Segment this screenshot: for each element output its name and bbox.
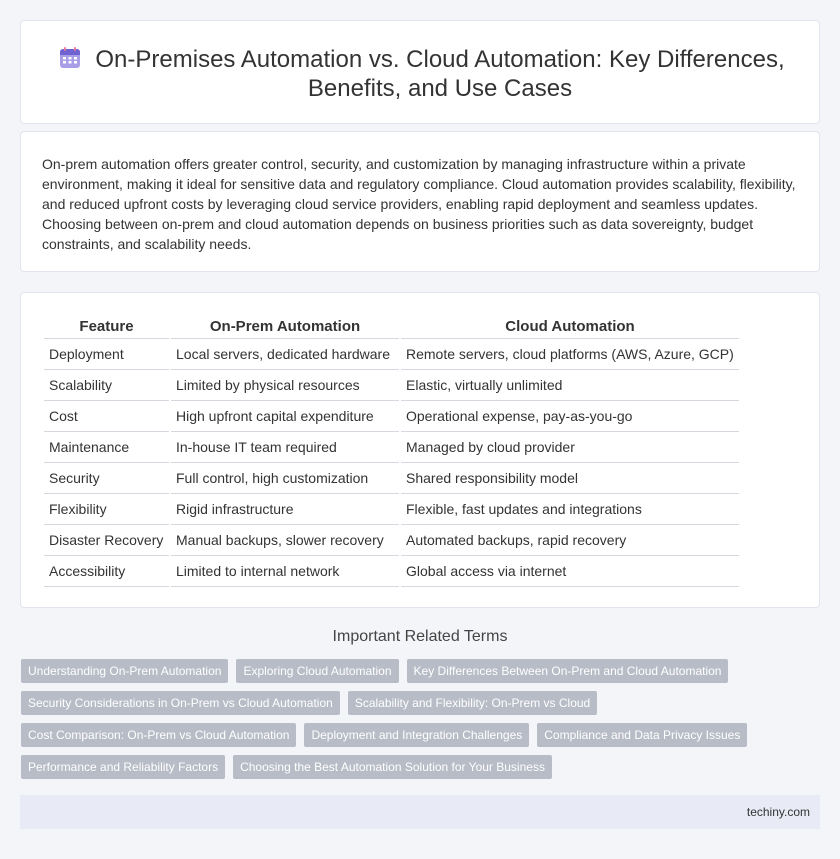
table-cell-on-prem: Local servers, dedicated hardware [171, 339, 399, 370]
related-term-tag[interactable]: Key Differences Between On-Prem and Cloud Automation [407, 659, 729, 683]
table-cell-on-prem: Rigid infrastructure [171, 494, 399, 525]
footer-site-link[interactable]: techiny.com [746, 805, 810, 819]
related-term-tag[interactable]: Exploring Cloud Automation [236, 659, 398, 683]
title-card [20, 20, 820, 124]
table-cell-on-prem: Limited to internal network [171, 556, 399, 587]
table-row [44, 370, 739, 401]
table-cell-on-prem: Full control, high customization [171, 463, 399, 494]
table-cell-on-prem: Manual backups, slower recovery [171, 525, 399, 556]
comparison-table [42, 315, 741, 587]
table-cell-feature: Deployment [44, 339, 169, 370]
related-term-tag[interactable]: Compliance and Data Privacy Issues [537, 723, 747, 747]
related-term-tag[interactable]: Scalability and Flexibility: On-Prem vs Cloud [348, 691, 597, 715]
table-row [44, 494, 739, 525]
related-term-tag[interactable]: Security Considerations in On-Prem vs Cloud Automation [21, 691, 340, 715]
table-cell-cloud: Shared responsibility model [401, 463, 739, 494]
related-term-tag[interactable]: Deployment and Integration Challenges [304, 723, 529, 747]
table-cell-cloud: Remote servers, cloud platforms (AWS, Azure, GCP) [401, 339, 739, 370]
table-cell-feature: Flexibility [44, 494, 169, 525]
table-cell-on-prem: High upfront capital expenditure [171, 401, 399, 432]
table-cell-cloud: Flexible, fast updates and integrations [401, 494, 739, 525]
table-cell-feature: Disaster Recovery [44, 525, 169, 556]
intro-card [20, 131, 820, 272]
table-cell-cloud: Managed by cloud provider [401, 432, 739, 463]
column-header-cloud: Cloud Automation [401, 315, 739, 339]
table-row [44, 339, 739, 370]
intro-paragraph: On-prem automation offers greater control, security, and customization by managing infrastructure within a private environment, making it ideal for sensitive data and regulatory compliance. Cloud automation provides scalability, flexibility, and reduced upfront costs by leveraging cloud service providers, enabling rapid deployment and seamless updates. Choosing between on-prem and cloud automation depends on business priorities such as data sovereignty, budget constraints, and scalability needs. [42, 156, 796, 252]
table-cell-on-prem: Limited by physical resources [171, 370, 399, 401]
column-header-feature: Feature [44, 315, 169, 339]
footer [20, 795, 820, 829]
table-row [44, 401, 739, 432]
related-terms-heading: Important Related Terms [332, 628, 508, 645]
table-row [44, 463, 739, 494]
related-term-tag[interactable]: Choosing the Best Automation Solution for Your Business [233, 755, 552, 779]
table-row [44, 525, 739, 556]
table-cell-cloud: Operational expense, pay-as-you-go [401, 401, 739, 432]
comparison-table-card [20, 292, 820, 608]
table-cell-feature: Scalability [44, 370, 169, 401]
table-header-row [44, 315, 739, 339]
related-term-tag[interactable]: Cost Comparison: On-Prem vs Cloud Automation [21, 723, 296, 747]
table-cell-feature: Cost [44, 401, 169, 432]
table-cell-cloud: Global access via internet [401, 556, 739, 587]
table-cell-feature: Maintenance [44, 432, 169, 463]
table-cell-cloud: Elastic, virtually unlimited [401, 370, 739, 401]
related-terms-list [21, 659, 781, 787]
table-row [44, 556, 739, 587]
table-row [44, 432, 739, 463]
column-header-on-prem: On-Prem Automation [171, 315, 399, 339]
table-cell-feature: Security [44, 463, 169, 494]
related-term-tag[interactable]: Performance and Reliability Factors [21, 755, 225, 779]
page-title: On-Premises Automation vs. Cloud Automation: Key Differences, Benefits, and Use Cases [95, 46, 785, 102]
table-cell-cloud: Automated backups, rapid recovery [401, 525, 739, 556]
table-cell-feature: Accessibility [44, 556, 169, 587]
table-cell-on-prem: In-house IT team required [171, 432, 399, 463]
related-term-tag[interactable]: Understanding On-Prem Automation [21, 659, 228, 683]
